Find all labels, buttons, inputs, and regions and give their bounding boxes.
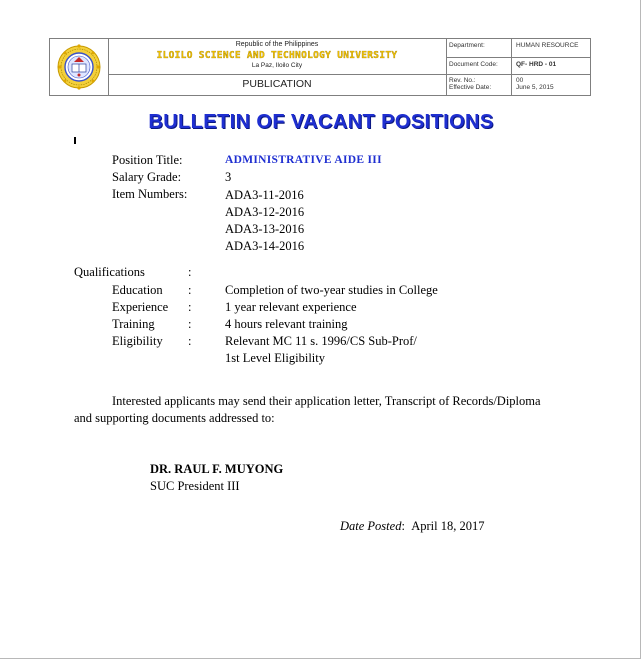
experience-value: 1 year relevant experience	[225, 300, 357, 314]
eligibility-colon: :	[188, 334, 192, 348]
signatory-title: SUC President III	[150, 479, 240, 493]
department-row	[446, 39, 590, 58]
qualifications-label: Qualifications	[74, 265, 145, 279]
department-value: HUMAN RESOURCE	[516, 42, 579, 49]
effective-date-label: Effective Date:	[449, 84, 492, 91]
rev-value: 00	[516, 77, 524, 84]
document-header-table	[49, 38, 591, 96]
document-code-label: Document Code:	[446, 57, 512, 74]
eligibility-value: Relevant MC 11 s. 1996/CS Sub-Prof/	[225, 334, 417, 348]
text-cursor	[74, 137, 76, 144]
revision-values	[513, 74, 589, 95]
item-number: ADA3-14-2016	[225, 239, 305, 253]
salary-grade-value: 3	[225, 170, 232, 184]
item-number: ADA3-13-2016	[225, 222, 305, 236]
university-name: ILOILO SCIENCE AND TECHNOLOGY UNIVERSITY	[156, 50, 398, 61]
republic-text: Republic of the Philippines	[235, 41, 319, 48]
training-colon: :	[188, 317, 192, 331]
header-center-cell	[108, 39, 447, 95]
position-title-label: Position Title:	[112, 153, 183, 167]
date-posted-colon: :	[401, 519, 405, 533]
item-number: ADA3-12-2016	[225, 205, 305, 219]
experience-colon: :	[188, 300, 192, 314]
revision-row	[446, 74, 590, 95]
qualifications-colon: :	[188, 265, 192, 279]
document-code-value: QF- HRD - 01	[516, 61, 557, 68]
date-posted-value: April 18, 2017	[411, 519, 485, 533]
date-posted-label: Date Posted	[340, 519, 402, 533]
application-instructions: Interested applicants may send their application letter, Transcript of Records/Diploma and supporting documents addressed to:	[74, 394, 541, 425]
salary-grade-label: Salary Grade:	[112, 170, 182, 184]
university-seal-icon	[56, 42, 102, 92]
training-value: 4 hours relevant training	[225, 317, 348, 331]
item-number: ADA3-11-2016	[225, 188, 304, 202]
city-text: La Paz, Iloilo City	[251, 62, 303, 69]
department-label: Department:	[446, 39, 512, 57]
header-university-block	[108, 39, 446, 75]
education-colon: :	[188, 283, 192, 297]
logo-cell	[50, 39, 109, 95]
training-label: Training	[112, 317, 155, 331]
signatory-name: DR. RAUL F. MUYONG	[150, 462, 284, 476]
bulletin-title: BULLETIN OF VACANT POSITIONS	[148, 111, 494, 133]
publication-label: PUBLICATION	[242, 78, 312, 90]
eligibility-value-continued: 1st Level Eligibility	[225, 351, 325, 365]
date-posted	[340, 519, 484, 534]
eligibility-label: Eligibility	[112, 334, 163, 348]
revision-labels	[446, 74, 512, 95]
experience-label: Experience	[112, 300, 169, 314]
effective-date-value: June 5, 2015	[516, 84, 554, 91]
header-meta-cell	[446, 39, 590, 95]
position-title-value: ADMINISTRATIVE AIDE III	[225, 154, 382, 166]
document-code-row	[446, 57, 590, 75]
item-numbers-label: Item Numbers:	[112, 187, 188, 201]
education-label: Education	[112, 283, 163, 297]
education-value: Completion of two-year studies in College	[225, 283, 438, 297]
rev-label: Rev. No.:	[449, 77, 476, 84]
